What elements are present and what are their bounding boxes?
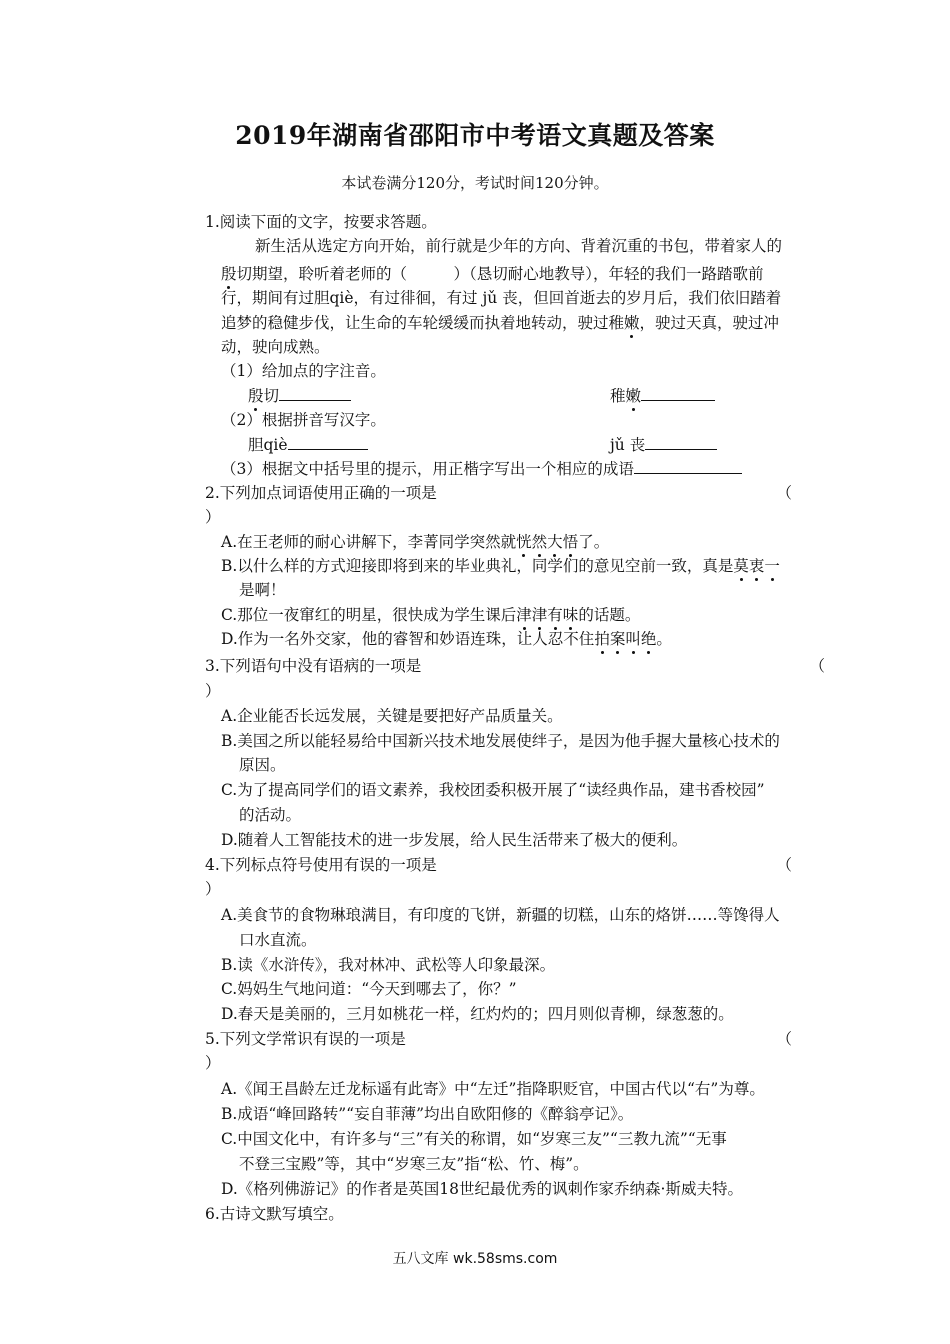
q4-option-d[interactable]: D.春天是美丽的，三月如桃花一样，红灼灼的；四月则似青柳，绿葱葱的。 [221,1005,734,1023]
q4-option-c[interactable]: C.妈妈生气地问道：“今天到哪去了，你？” [221,980,517,998]
q3-option-d[interactable]: D.随着人工智能技术的进一步发展，给人民生活带来了极大的便利。 [221,831,688,849]
q4-option-b[interactable]: B.读《水浒传》，我对林冲、武松等人印象最深。 [221,956,556,974]
question-1-stem: 1.阅读下面的文字，按要求答题。 [205,213,437,231]
answer-blank[interactable] [279,385,351,401]
dotted-char: 殷 [221,265,237,283]
passage-line-1: 新生活从选定方向开始，前行就是少年的方向、背着沉重的书包，带着家人的 [255,237,783,255]
q1-sub1: （1）给加点的字注音。 [221,362,386,380]
q5-option-b[interactable]: B.成语“峰回路转”“妄自菲薄”均出自欧阳修的《醉翁亭记》。 [221,1105,634,1123]
q2-option-c[interactable]: C.那位一夜窜红的明星，很快成为学生课后津津有味的话题。 [221,606,641,624]
answer-paren-close: ） [205,508,221,526]
page-title: 2019年湖南省邵阳市中考语文真题及答案 [235,121,715,150]
question-3-stem: 3.下列语句中没有语病的一项是 [205,657,422,675]
q5-option-c-cont: 不登三宝殿”等，其中“岁寒三友”指“松、竹、梅”。 [239,1155,589,1173]
q2-option-b[interactable]: B.以什么样的方式迎接即将到来的毕业典礼，同学们的意见空前一致，真是莫衷一 [221,557,780,575]
q3-option-a[interactable]: A.企业能否长远发展，关键是要把好产品质量关。 [221,707,563,725]
passage-line-3: 行，期间有过胆qiè，有过徘徊，有过 jǔ 丧，但回首逝去的岁月后，我们依旧踏着 [221,289,782,307]
q3-option-b[interactable]: B.美国之所以能轻易给中国新兴技术地发展使绊子，是因为他手握大量核心技术的 [221,732,780,750]
answer-blank[interactable] [641,385,715,401]
question-5-stem: 5.下列文学常识有误的一项是 [205,1030,406,1048]
q1-sub2-item-a: 胆qiè [248,434,368,455]
passage-line-4: 追梦的稳健步伐，让生命的车轮缓缓而执着地转动，驶过稚嫩，驶过天真，驶过冲 [221,314,780,332]
question-2-stem: 2.下列加点词语使用正确的一项是 [205,484,437,502]
answer-paren-close: ） [205,682,221,700]
answer-paren-open: （ [776,484,792,502]
answer-paren-open: （ [809,657,825,675]
answer-paren-close: ） [205,880,221,898]
answer-blank[interactable] [288,434,368,450]
q1-sub1-item-a: 殷切 [248,385,351,406]
answer-blank[interactable] [645,434,717,450]
q4-option-a-cont: 口水直流。 [239,931,317,949]
passage-line-2: 殷切期望，聆听着老师的（ ）（恳切耐心地教导），年轻的我们一路踏歌前 [221,265,764,283]
q1-sub3: （3）根据文中括号里的提示，用正楷字写出一个相应的成语 [221,458,742,479]
q1-sub2: （2）根据拼音写汉字。 [221,411,386,429]
q2-option-b-cont: 是啊！ [239,581,286,599]
q2-option-d[interactable]: D.作为一名外交家，他的睿智和妙语连珠，让人忍不住拍案叫绝。 [221,630,672,648]
q1-sub1-item-b: 稚嫩 [610,385,715,406]
q4-option-a[interactable]: A.美食节的食物琳琅满目，有印度的飞饼，新疆的切糕，山东的烙饼……等馋得人 [221,906,780,924]
q2-option-a[interactable]: A.在王老师的耐心讲解下，李菁同学突然就恍然大悟了。 [221,533,610,551]
passage-line-5: 动，驶向成熟。 [221,338,330,356]
q5-option-a[interactable]: A.《闻王昌龄左迁龙标遥有此寄》中“左迁”指降职贬官，中国古代以“右”为尊。 [221,1080,765,1098]
q3-option-c[interactable]: C.为了提高同学们的语文素养，我校团委积极开展了“读经典作品，建书香校园” [221,781,765,799]
answer-paren-open: （ [776,856,792,874]
q1-sub2-item-b: jǔ 丧 [610,434,717,455]
q3-option-c-cont: 的活动。 [239,806,302,824]
answer-blank[interactable] [634,458,742,474]
exam-info: 本试卷满分120分，考试时间120分钟。 [341,174,609,192]
q5-option-d[interactable]: D.《格列佛游记》的作者是英国18世纪最优秀的讽刺作家乔纳森·斯威夫特。 [221,1180,743,1198]
footer-watermark: 五八文库 wk.58sms.com [392,1251,558,1267]
answer-paren-open: （ [776,1030,792,1048]
dotted-char: 嫩 [624,314,640,332]
question-6-stem: 6.古诗文默写填空。 [205,1205,344,1223]
question-4-stem: 4.下列标点符号使用有误的一项是 [205,856,437,874]
q3-option-b-cont: 原因。 [239,756,286,774]
answer-paren-close: ） [205,1054,221,1072]
q5-option-c[interactable]: C.中国文化中，有许多与“三”有关的称谓，如“岁寒三友”“三教九流”“无事 [221,1130,727,1148]
